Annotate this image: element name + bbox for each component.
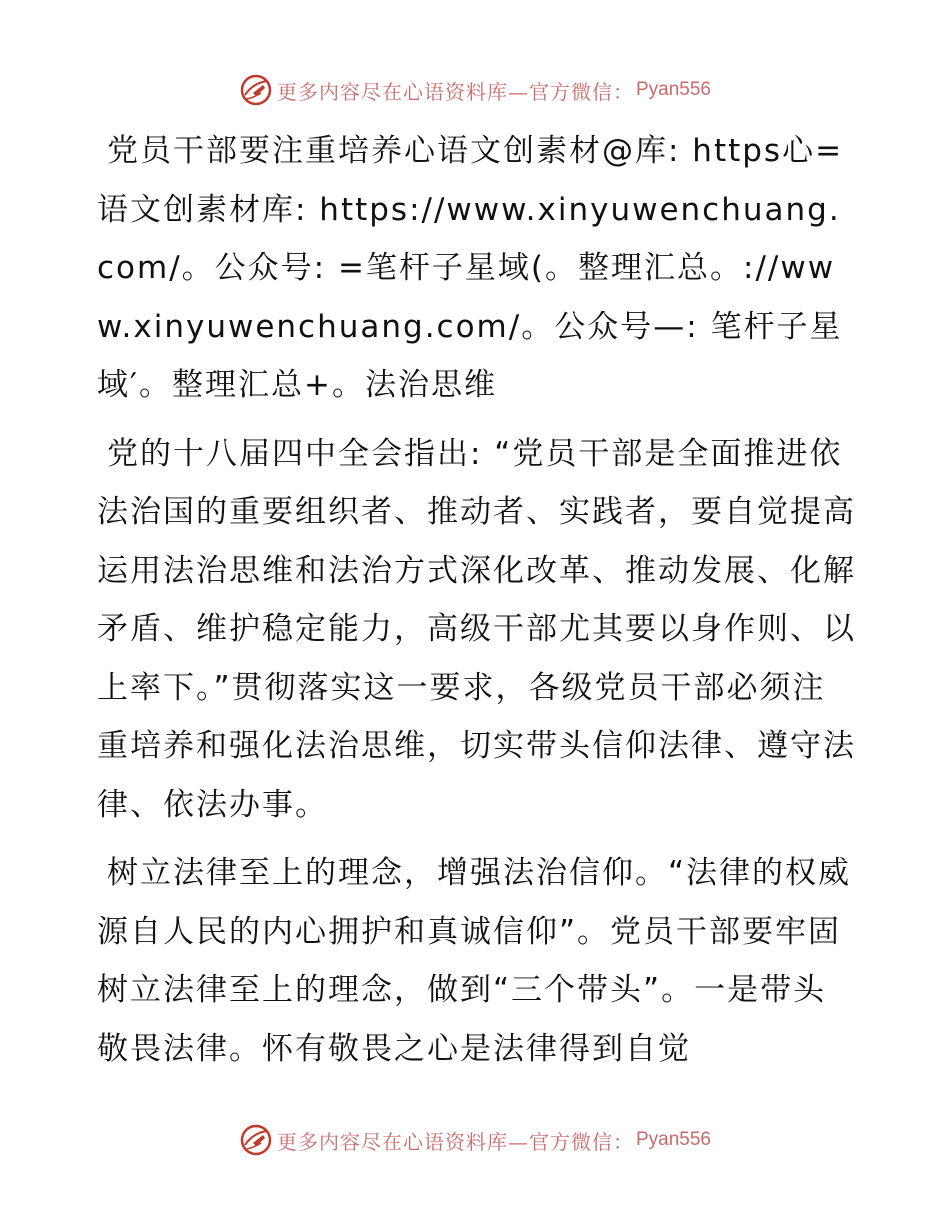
paragraph-law-supremacy: 树立法律至上的理念，增强法治信仰。“法律的权威源自人民的内心拥护和真诚信仰”。党员干部要牢固树立法律至上的理念，做到“三个带头”。一是带头敬畏法律。怀有敬畏之心是法律得到自觉 (97, 855, 852, 1067)
pen-logo-icon (239, 1123, 273, 1157)
pen-logo-icon (239, 73, 273, 107)
paragraph-title: 党员干部要注重培养心语文创素材@库: https心=语文创素材库: https://www.xinyuwenchuang.com/。公众号: =笔杆子星域(。整理汇总。://www.xinyuwenchuang.com/。公众号—: 笔杆子星域′。整理汇总+。法治思维 (97, 133, 844, 403)
header-banner-handle: Pyan556 (635, 79, 711, 100)
footer-banner (0, 1120, 950, 1160)
footer-banner-text: 更多内容尽在心语资料库—官方微信： (276, 1129, 634, 1154)
paragraph-intro: 党的十八届四中全会指出: “党员干部是全面推进依法治国的重要组织者、推动者、实践者，要自觉提高运用法治思维和法治方式深化改革、推动发展、化解矛盾、维护稳定能力，高级干部尤其要以身作则、以上率下。”贯彻落实这一要求，各级党员干部必须注重培养和强化法治思维，切实带头信仰法律、遵守法律、依法办事。 (97, 435, 856, 823)
header-banner-text: 更多内容尽在心语资料库—官方微信： (276, 79, 634, 104)
document-body (97, 122, 857, 1078)
header-banner (0, 70, 950, 110)
footer-banner-handle: Pyan556 (635, 1129, 711, 1150)
